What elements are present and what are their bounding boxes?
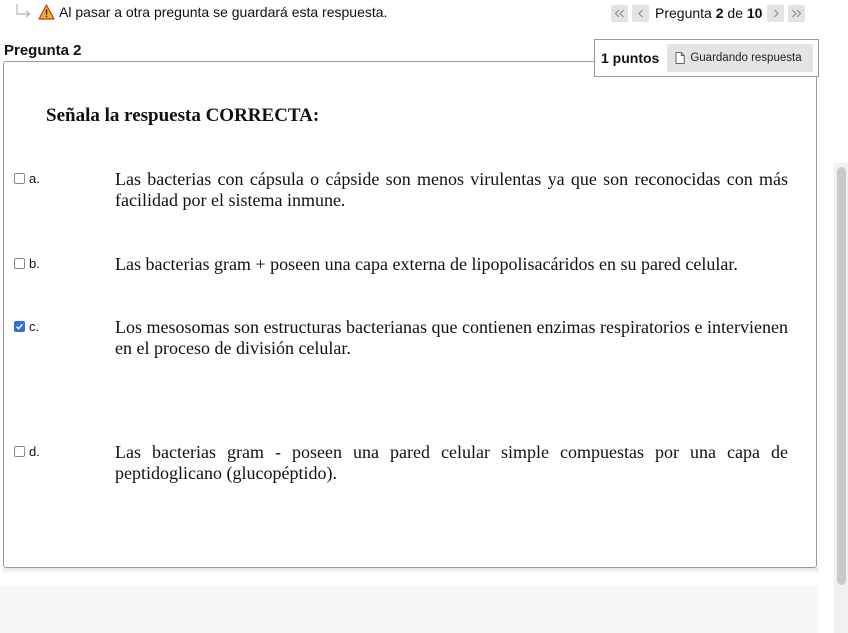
previous-question-button[interactable] bbox=[632, 5, 649, 22]
option-letter: a. bbox=[29, 171, 40, 186]
double-chevron-left-icon bbox=[614, 9, 625, 18]
pager-total: 10 bbox=[746, 5, 763, 21]
pager-prefix: Pregunta bbox=[655, 5, 712, 21]
question-box-shadow bbox=[3, 568, 819, 574]
pager-current: 2 bbox=[715, 5, 724, 21]
chevron-left-icon bbox=[637, 9, 645, 18]
option-letter: b. bbox=[29, 256, 40, 271]
option-b-checkbox[interactable] bbox=[14, 258, 25, 269]
option-marker bbox=[14, 256, 40, 271]
option-marker bbox=[14, 319, 39, 334]
option-c-checkbox[interactable] bbox=[14, 321, 25, 332]
checkmark-icon bbox=[15, 322, 24, 331]
pager-of: de bbox=[727, 5, 743, 21]
option-letter: c. bbox=[29, 319, 40, 334]
option-text: Las bacterias gram + poseen una capa externa de lipopolisacáridos en su pared celular. bbox=[115, 254, 738, 274]
pager-label bbox=[655, 5, 762, 21]
return-arrow-icon bbox=[14, 3, 36, 21]
option-a-checkbox[interactable] bbox=[14, 173, 25, 184]
double-chevron-right-icon bbox=[791, 9, 802, 18]
next-question-button[interactable] bbox=[767, 5, 784, 22]
option-marker bbox=[14, 444, 40, 459]
points-label: 1 puntos bbox=[601, 50, 660, 66]
option-text: Los mesosomas son estructuras bacterianas que contienen enzimas respiratorios e intervienen en el proceso de división celular. bbox=[115, 317, 788, 358]
question-prompt: Señala la respuesta CORRECTA: bbox=[46, 105, 320, 126]
chevron-right-icon bbox=[772, 9, 780, 18]
option-d-checkbox[interactable] bbox=[14, 446, 25, 457]
warning-icon bbox=[38, 4, 55, 20]
bottom-area bbox=[0, 586, 818, 633]
option-letter: d. bbox=[29, 444, 40, 459]
save-notice-text: Al pasar a otra pregunta se guardará esta respuesta. bbox=[59, 4, 388, 20]
saving-status-button[interactable] bbox=[667, 44, 813, 72]
option-marker bbox=[14, 171, 40, 186]
last-question-button[interactable] bbox=[788, 5, 805, 22]
scrollbar-thumb[interactable] bbox=[837, 167, 846, 585]
option-text: Las bacterias con cápsula o cápside son menos virulentas ya que son reconocidas con más facilidad por el sistema inmune. bbox=[115, 169, 788, 210]
question-pager bbox=[611, 3, 809, 23]
option-text: Las bacterias gram - poseen una pared celular simple compuestas por una capa de peptidoglicano (glucopéptido). bbox=[115, 442, 788, 483]
document-icon bbox=[675, 52, 685, 64]
save-notice bbox=[14, 2, 387, 22]
points-panel bbox=[594, 39, 819, 77]
saving-status-label: Guardando respuesta bbox=[690, 52, 802, 64]
question-box bbox=[3, 61, 817, 568]
first-question-button[interactable] bbox=[611, 5, 628, 22]
question-title: Pregunta 2 bbox=[4, 42, 82, 59]
